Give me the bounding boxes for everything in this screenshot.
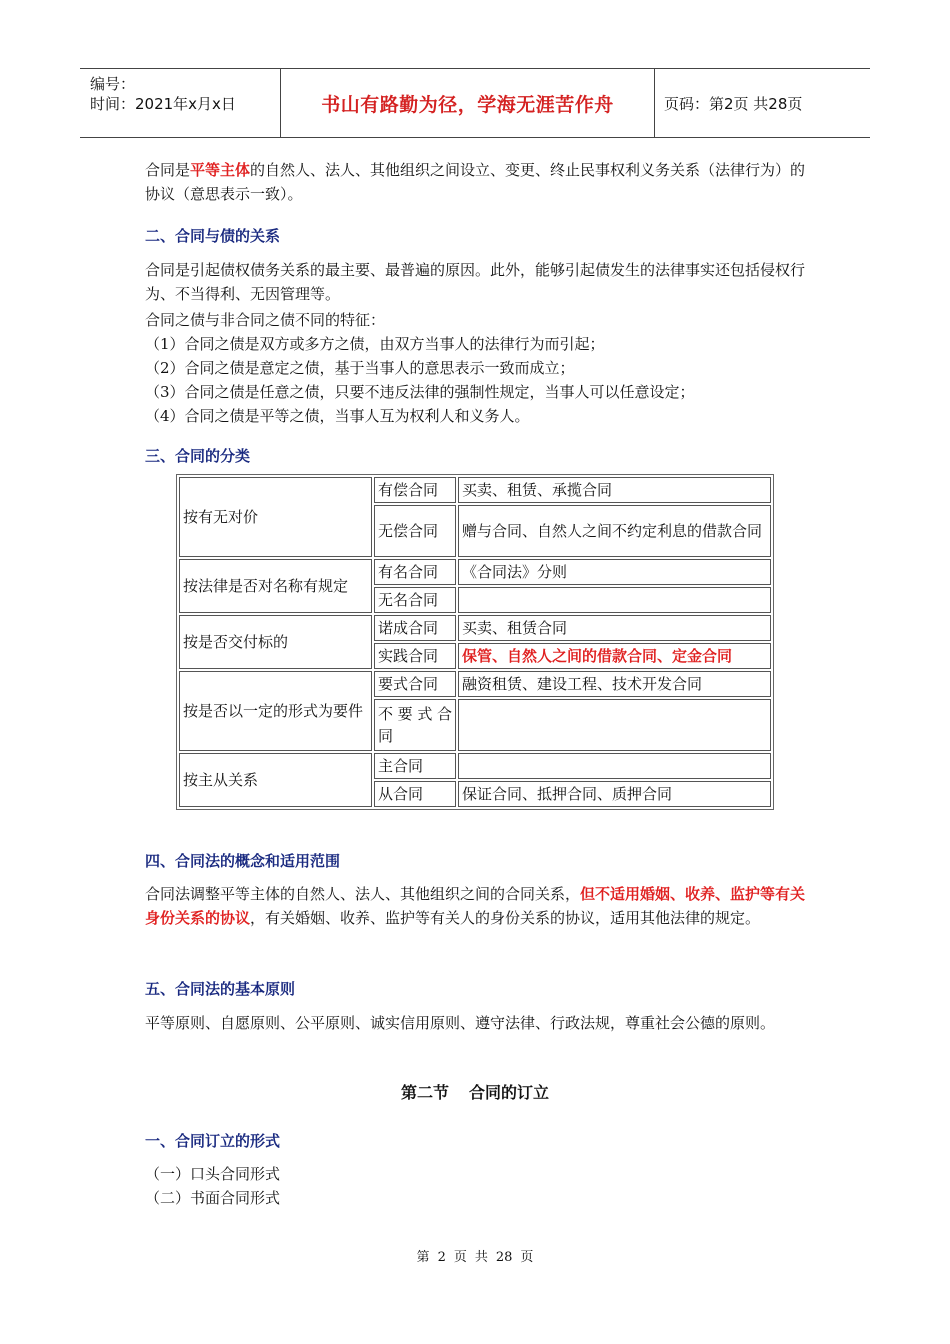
table-example-cell: 融资租赁、建设工程、技术开发合同 (458, 671, 771, 697)
chapter-name: 合同的订立 (469, 1083, 550, 1102)
footer-gong: 共 (474, 1250, 488, 1265)
table-type-cell: 从合同 (374, 781, 456, 807)
footer-ye1: 页 (453, 1250, 467, 1265)
table-example-cell-highlight: 保管、自然人之间的借款合同、定金合同 (458, 643, 771, 669)
section5-heading: 五、合同法的基本原则 (145, 980, 296, 998)
footer-di: 第 (416, 1250, 430, 1265)
table-example-cell: 买卖、租赁合同 (458, 615, 771, 641)
table-category-cell: 按是否以一定的形式为要件 (179, 671, 372, 751)
chapter2-item-2: （二）书面合同形式 (145, 1189, 281, 1207)
header-page-info: 页码：第2页 共28页 (664, 94, 803, 113)
table-row (179, 559, 771, 585)
footer-total: 28 (495, 1250, 513, 1265)
header-time-label: 时间：2021年x月x日 (90, 95, 236, 113)
chapter-part: 第二节 (400, 1083, 449, 1102)
section2-item-3: （3）合同之债是任意之债，只要不违反法律的强制性规定，当事人可以任意设定； (145, 383, 695, 401)
header-motto-cell (280, 69, 655, 137)
table-row (179, 671, 771, 697)
header-code-label: 编号： (90, 75, 136, 93)
intro-paragraph (145, 158, 815, 206)
section2-item-4: （4）合同之债是平等之债，当事人互为权利人和义务人。 (145, 407, 530, 425)
table-category-cell: 按有无对价 (179, 477, 372, 557)
table-example-cell: 保证合同、抵押合同、质押合同 (458, 781, 771, 807)
section4-paragraph (145, 882, 815, 930)
table-category-cell: 按是否交付标的 (179, 615, 372, 669)
table-example-cell: 买卖、租赁、承揽合同 (458, 477, 771, 503)
table-type-cell: 有名合同 (374, 559, 456, 585)
table-example-cell (458, 753, 771, 779)
table-example-cell (458, 587, 771, 613)
table-row (179, 753, 771, 779)
table-type-cell: 实践合同 (374, 643, 456, 669)
chapter2-item-1: （一）口头合同形式 (145, 1165, 281, 1183)
table-category-cell: 按法律是否对名称有规定 (179, 559, 372, 613)
table-type-cell: 主合同 (374, 753, 456, 779)
chapter-title (0, 1080, 950, 1103)
header-page-cell (654, 69, 870, 137)
intro-highlight: 平等主体 (190, 161, 251, 179)
table-type-cell: 不要式合同 (374, 699, 456, 751)
section4-heading: 四、合同法的概念和适用范围 (145, 852, 341, 870)
chapter2-heading1: 一、合同订立的形式 (145, 1132, 281, 1150)
page-footer (0, 1246, 950, 1265)
section2-heading: 二、合同与债的关系 (145, 227, 281, 245)
header-motto: 书山有路勤为径，学海无涯苦作舟 (321, 93, 614, 116)
page-header (80, 68, 870, 138)
table-example-cell (458, 699, 771, 751)
intro-text-pre: 合同是 (145, 161, 191, 179)
footer-page: 2 (437, 1250, 446, 1265)
header-meta (80, 69, 280, 137)
table-row (179, 615, 771, 641)
table-type-cell: 有偿合同 (374, 477, 456, 503)
table-example-cell: 赠与合同、自然人之间不约定利息的借款合同 (458, 505, 771, 557)
table-category-cell: 按主从关系 (179, 753, 372, 807)
table-example-cell: 《合同法》分则 (458, 559, 771, 585)
footer-ye2: 页 (520, 1250, 534, 1265)
intro-text-post: 的自然人、法人、其他组织之间设立、变更、终止民事权利义务关系（法律行为）的协议（意思表示一致）。 (145, 161, 806, 203)
table-type-cell: 无名合同 (374, 587, 456, 613)
table-row (179, 477, 771, 503)
classification-table (176, 474, 774, 810)
table-type-cell: 要式合同 (374, 671, 456, 697)
table-type-cell: 诺成合同 (374, 615, 456, 641)
section2-paragraph1: 合同是引起债权债务关系的最主要、最普遍的原因。此外，能够引起债发生的法律事实还包括侵权行为、不当得利、无因管理等。 (145, 261, 806, 303)
section2-paragraph2: 合同之债与非合同之债不同的特征： (145, 311, 386, 329)
section5-paragraph: 平等原则、自愿原则、公平原则、诚实信用原则、遵守法律、行政法规，尊重社会公德的原则。 (145, 1014, 776, 1032)
section2-item-2: （2）合同之债是意定之债，基于当事人的意思表示一致而成立； (145, 359, 575, 377)
section4-text-post: ，有关婚姻、收养、监护等有关人的身份关系的协议，适用其他法律的规定。 (250, 909, 761, 927)
table-type-cell: 无偿合同 (374, 505, 456, 557)
section4-text-pre: 合同法调整平等主体的自然人、法人、其他组织之间的合同关系， (145, 885, 581, 903)
section4-highlight: 但不适用婚姻、收养、监护等有关身份关系的协议 (145, 885, 806, 927)
section2-item-1: （1）合同之债是双方或多方之债，由双方当事人的法律行为而引起； (145, 335, 605, 353)
section3-heading: 三、合同的分类 (145, 447, 251, 465)
